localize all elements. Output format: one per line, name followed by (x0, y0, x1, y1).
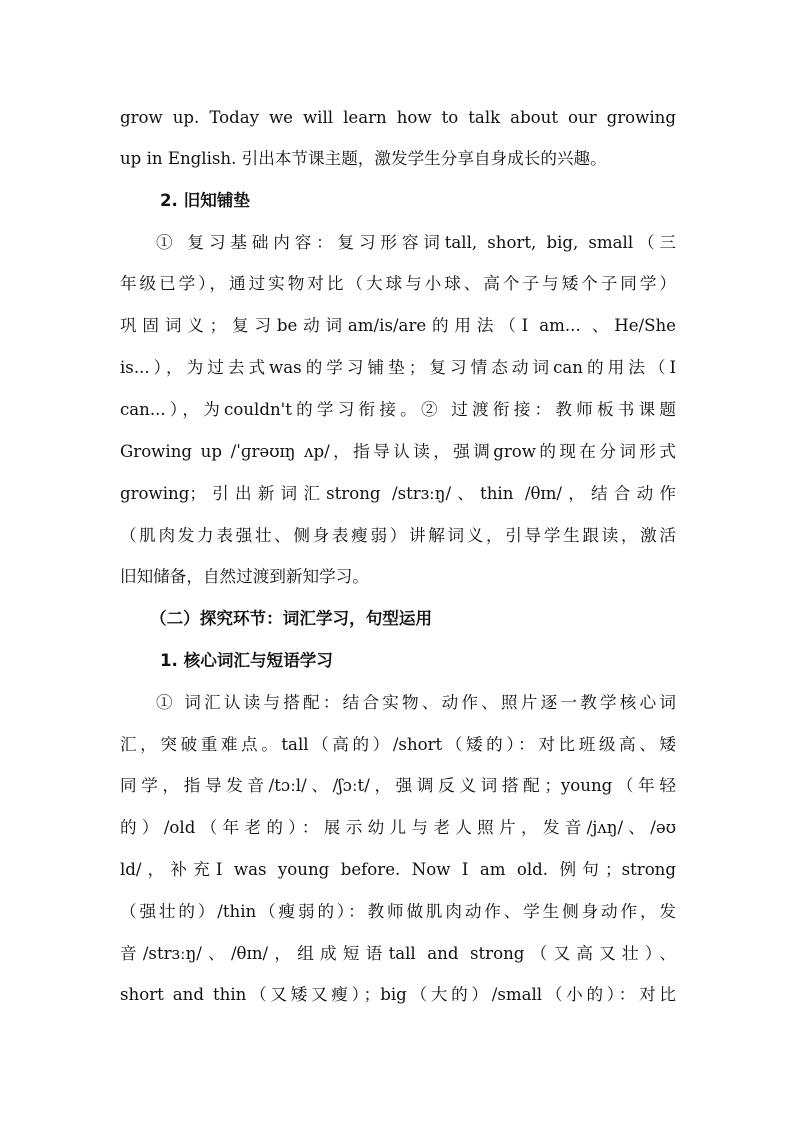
paragraph-line: 音/strɜːŋ/、/θɪn/，组成短语tall and strong（又高又壮）、 (120, 944, 676, 963)
paragraph-line: 的）/old（年老的）：展示幼儿与老人照片，发音/jʌŋ/、/əʊ (120, 818, 676, 837)
paragraph-line: （强壮的）/thin（瘦弱的）：教师做肌肉动作、学生侧身动作，发 (120, 902, 676, 921)
paragraph-line: can...），为couldn't的学习衔接。② 过渡衔接：教师板书课题 (120, 400, 676, 419)
paragraph-line: growing；引出新词汇strong /strɜːŋ/、thin /θɪn/，结合动作 (120, 484, 676, 503)
paragraph-line: （肌肉发力表强壮、侧身表瘦弱）讲解词义，引导学生跟读，激活 (120, 526, 676, 545)
section-heading: （二）探究环节：词汇学习，句型运用 (150, 609, 433, 628)
paragraph-line: 巩固词义；复习be动词am/is/are的用法（I am... 、He/She (120, 316, 676, 335)
paragraph-line: 汇，突破重难点。tall（高的）/short（矮的）：对比班级高、矮 (120, 735, 676, 754)
paragraph-line: 同学，指导发音/tɔːl/、/ʃɔːt/，强调反义词搭配；young（年轻 (120, 776, 676, 795)
paragraph-line: short and thin（又矮又瘦）；big（大的）/small（小的）：对比 (120, 985, 676, 1004)
section-heading: 2. 旧知铺垫 (160, 191, 251, 210)
paragraph-line: 年级已学），通过实物对比（大球与小球、高个子与矮个子同学） (120, 274, 676, 293)
paragraph-line: up in English. 引出本节课主题，激发学生分享自身成长的兴趣。 (120, 149, 607, 168)
paragraph-line: ① 词汇认读与搭配：结合实物、动作、照片逐一教学核心词 (156, 693, 676, 712)
paragraph-line: is...），为过去式was的学习铺垫；复习情态动词can的用法（I (120, 358, 676, 377)
paragraph-line: grow up. Today we will learn how to talk about our growing (120, 108, 676, 127)
paragraph-line: 旧知储备，自然过渡到新知学习。 (120, 567, 369, 586)
paragraph-line: ld/，补充I was young before. Now I am old. 例句；strong (120, 860, 676, 879)
section-heading: 1. 核心词汇与短语学习 (160, 651, 333, 670)
paragraph-line: ① 复习基础内容：复习形容词tall, short, big, small（三 (156, 233, 676, 252)
paragraph-line: Growing up /ˈɡrəʊɪŋ ʌp/，指导认读，强调grow的现在分词形式 (120, 442, 676, 461)
